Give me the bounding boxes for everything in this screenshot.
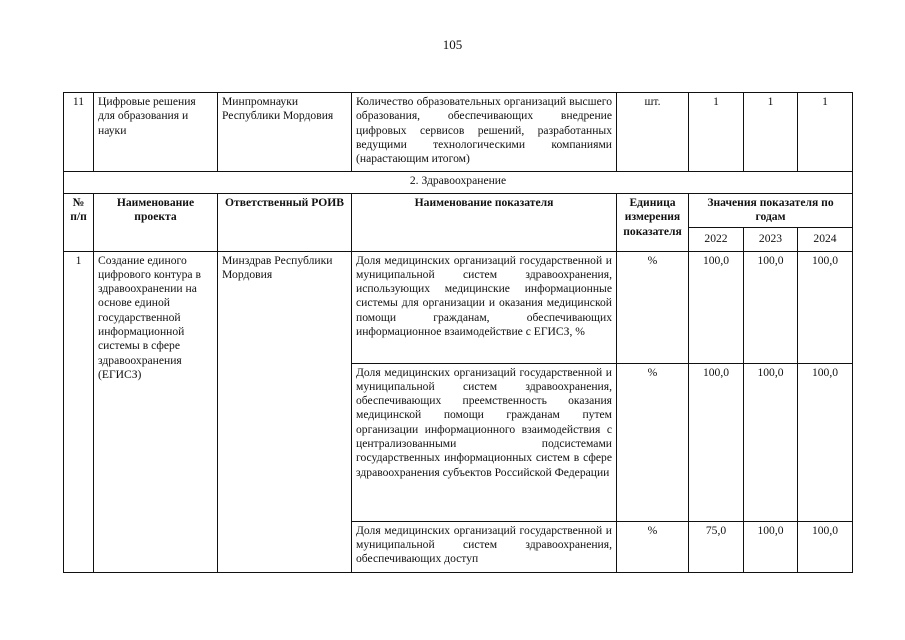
header-no: № п/п	[64, 194, 94, 252]
value-2022: 1	[689, 93, 744, 172]
table-row	[64, 251, 853, 363]
value-2024: 1	[798, 93, 853, 172]
table-row	[64, 93, 853, 172]
indicator-name: Доля медицинских организаций государственной и муниципальной систем здравоохранения, обеспечивающих преемственность оказания медицинской помощи гражданам путем организации информационного взаимодействия с централизованными подсистемами государственных информационных систем в сфере здравоохранения субъектов Российской Федерации	[352, 363, 617, 521]
value-2023: 100,0	[744, 521, 798, 572]
section-row	[64, 172, 853, 194]
value-2022: 100,0	[689, 363, 744, 521]
header-year-2022: 2022	[689, 227, 744, 251]
responsible-roiv: Минздрав Республики Мордовия	[218, 251, 352, 572]
header-values: Значения показателя по годам	[689, 194, 853, 228]
unit-cell: %	[617, 251, 689, 363]
header-row	[64, 194, 853, 228]
responsible-roiv: Минпромнауки Республики Мордовия	[218, 93, 352, 172]
indicator-name: Доля медицинских организаций государственной и муниципальной систем здравоохранения, обеспечивающих доступ	[352, 521, 617, 572]
value-2024: 100,0	[798, 251, 853, 363]
unit-cell: шт.	[617, 93, 689, 172]
row-number: 11	[64, 93, 94, 172]
unit-cell: %	[617, 521, 689, 572]
page-number: 105	[442, 37, 463, 52]
value-2024: 100,0	[798, 521, 853, 572]
project-name: Цифровые решения для образования и науки	[94, 93, 218, 172]
value-2023: 1	[744, 93, 798, 172]
header-project: Наименование проекта	[94, 194, 218, 252]
value-2024: 100,0	[798, 363, 853, 521]
value-2022: 75,0	[689, 521, 744, 572]
project-name: Создание единого цифрового контура в здравоохранении на основе единой государственной информационной системы в сфере здравоохранения (ЕГИСЗ)	[94, 251, 218, 572]
value-2023: 100,0	[744, 363, 798, 521]
row-number: 1	[64, 251, 94, 572]
section-title: 2. Здравоохранение	[64, 172, 853, 194]
header-indicator: Наименование показателя	[352, 194, 617, 252]
header-unit: Единица измерения показателя	[617, 194, 689, 252]
header-year-2024: 2024	[798, 227, 853, 251]
indicator-name: Доля медицинских организаций государственной и муниципальной систем здравоохранения, использующих медицинские информационные системы для организации и оказания медицинской помощи гражданам, обеспечивающих информационное взаимодействие с ЕГИСЗ, %	[352, 251, 617, 363]
header-roiv: Ответственный РОИВ	[218, 194, 352, 252]
indicators-table	[63, 92, 853, 573]
indicator-name: Количество образовательных организаций высшего образования, обеспечивающих внедрение цифровых сервисов решений, разработанных ведущими технологическими компаниями (нарастающим итогом)	[352, 93, 617, 172]
header-year-2023: 2023	[744, 227, 798, 251]
value-2022: 100,0	[689, 251, 744, 363]
value-2023: 100,0	[744, 251, 798, 363]
unit-cell: %	[617, 363, 689, 521]
